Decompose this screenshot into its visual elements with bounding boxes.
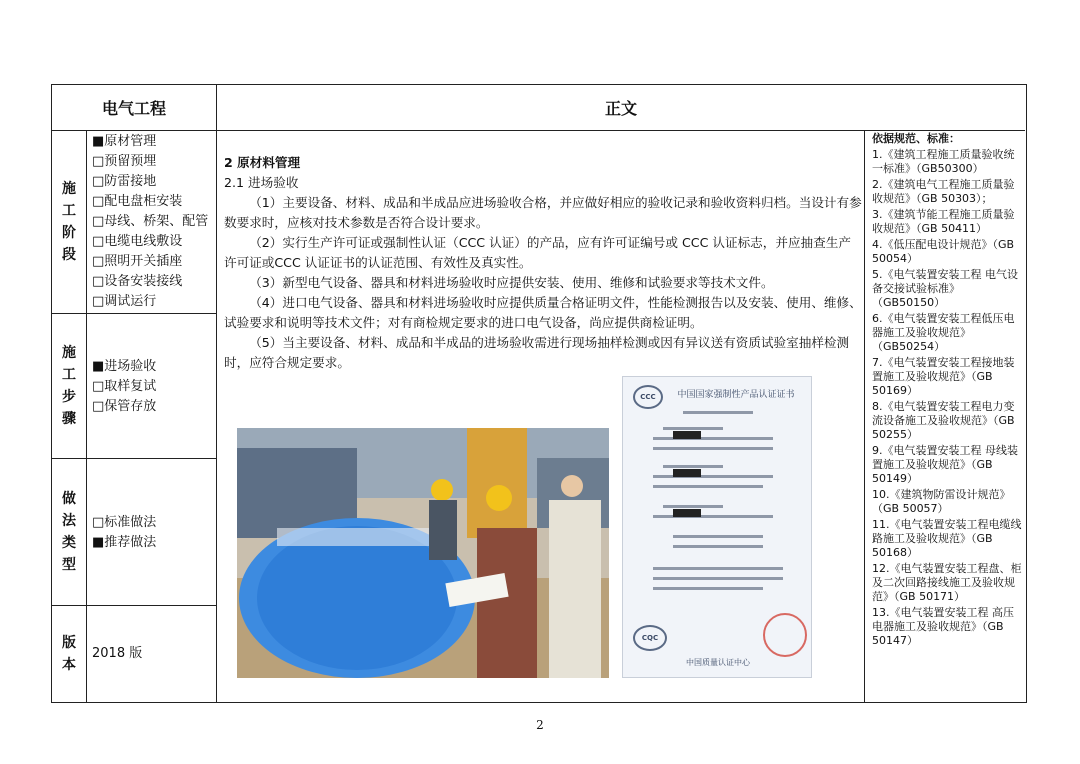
- paragraph: （5）当主要设备、材料、成品和半成品的进场验收需进行现场抽样检测或因有异议送有资质试验室抽样检测时，应符合规定要求。: [224, 335, 850, 370]
- reference-item: 8.《电气装置安装工程电力变流设备施工及验收规范》（GB 50255）: [872, 400, 1015, 441]
- ccc-certificate-image: [622, 376, 812, 678]
- reference-item: 6.《电气装置安装工程低压电器施工及验收规范》（GB50254）: [872, 312, 1015, 353]
- reference-list: [872, 132, 1022, 650]
- reference-item: 1.《建筑工程施工质量验收统一标准》（GB50300）: [872, 148, 1015, 175]
- method-option: ■推荐做法: [92, 535, 157, 550]
- version-value: 2018 版: [92, 646, 143, 661]
- paragraph: （1）主要设备、材料、成品和半成品应进场验收合格，并应做好相应的验收记录和验收资料归档。当设计有参数要求时，应核对技术参数是否符合设计要求。: [224, 195, 862, 230]
- reference-item: 10.《建筑物防雷设计规范》（GB 50057）: [872, 488, 1011, 515]
- site-inspection-photo: [237, 428, 609, 678]
- header-divider: [52, 130, 1025, 131]
- paragraph: （2）实行生产许可证或强制性认证（CCC 认证）的产品，应有许可证编号或 CCC 认证标志，并应抽查生产许可证或CCC 认证证书的认证范围、有效性及真实性。: [224, 235, 851, 270]
- reference-item: 3.《建筑节能工程施工质量验收规范》（GB 50411）: [872, 208, 1015, 235]
- reference-item: 12.《电气装置安装工程盘、柜及二次回路接线施工及验收规范》（GB 50171）: [872, 562, 1022, 603]
- column-divider-right: [864, 130, 865, 702]
- stage-option: □母线、桥架、配管: [92, 214, 209, 229]
- column-divider-left: [216, 85, 217, 702]
- reference-item: 4.《低压配电设计规范》（GB 50054）: [872, 238, 1015, 265]
- stage-option: □调试运行: [92, 294, 157, 309]
- cqc-mark-icon: CQC: [633, 625, 667, 651]
- step-option: □保管存放: [92, 399, 157, 414]
- reference-item: 2.《建筑电气工程施工质量验收规范》（GB 50303）；: [872, 178, 1015, 205]
- stage-option: □预留预埋: [92, 154, 157, 169]
- red-stamp-icon: [763, 613, 807, 657]
- stage-option: □设备安装接线: [92, 274, 183, 289]
- stage-option: □配电盘柜安装: [92, 194, 183, 209]
- ccc-mark-icon: CCC: [633, 385, 663, 409]
- reference-title: 依据规范、标准：: [872, 132, 960, 145]
- section-title: 2 原材料管理: [224, 155, 301, 170]
- stage-option: ■原材管理: [92, 134, 157, 149]
- reference-item: 13.《电气装置安装工程 高压电器施工及验收规范》（GB 50147）: [872, 606, 1014, 647]
- label-steps: 施工步骤: [62, 344, 76, 427]
- main-body: [224, 153, 862, 373]
- step-options: [92, 357, 156, 417]
- header-main-text: 正文: [604, 99, 637, 118]
- paragraph: （4）进口电气设备、器具和材料进场验收时应提供质量合格证明文件，性能检测报告以及安装、使用、维修、试验要求和说明等技术文件；对有商检规定要求的进口电气设备，尚应提供商检证明。: [224, 295, 862, 330]
- paragraph: （3）新型电气设备、器具和材料进场验收时应提供安装、使用、维修和试验要求等技术文件。: [249, 275, 774, 290]
- label-version: 版本: [62, 634, 76, 673]
- step-option: ■进场验收: [92, 359, 157, 374]
- stage-option: □照明开关插座: [92, 254, 183, 269]
- certificate-text-lines: [643, 411, 793, 611]
- page-number: 2: [536, 718, 544, 732]
- certificate-issuer: 中国质量认证中心: [686, 658, 750, 667]
- reference-item: 9.《电气装置安装工程 母线装置施工及验收规范》（GB 50149）: [872, 444, 1018, 485]
- label-method: 做法类型: [62, 490, 76, 573]
- reference-item: 5.《电气装置安装工程 电气设备交接试验标准》（GB50150）: [872, 268, 1018, 309]
- column-divider-label: [86, 130, 87, 702]
- certificate-heading: 中国国家强制性产品认证证书: [677, 390, 795, 400]
- stage-options: [92, 132, 208, 312]
- stage-option: □防雷接地: [92, 174, 157, 189]
- method-option: □标准做法: [92, 515, 157, 530]
- reference-item: 11.《电气装置安装工程电缆线路施工及验收规范》（GB 50168）: [872, 518, 1022, 559]
- subsection-title: 2.1 进场验收: [224, 175, 299, 190]
- label-stage: 施工阶段: [62, 180, 76, 263]
- step-option: □取样复试: [92, 379, 157, 394]
- stage-option: □电缆电线敷设: [92, 234, 183, 249]
- header-category: 电气工程: [101, 99, 166, 118]
- reference-item: 7.《电气装置安装工程接地装置施工及验收规范》（GB 50169）: [872, 356, 1015, 397]
- method-options: [92, 513, 156, 553]
